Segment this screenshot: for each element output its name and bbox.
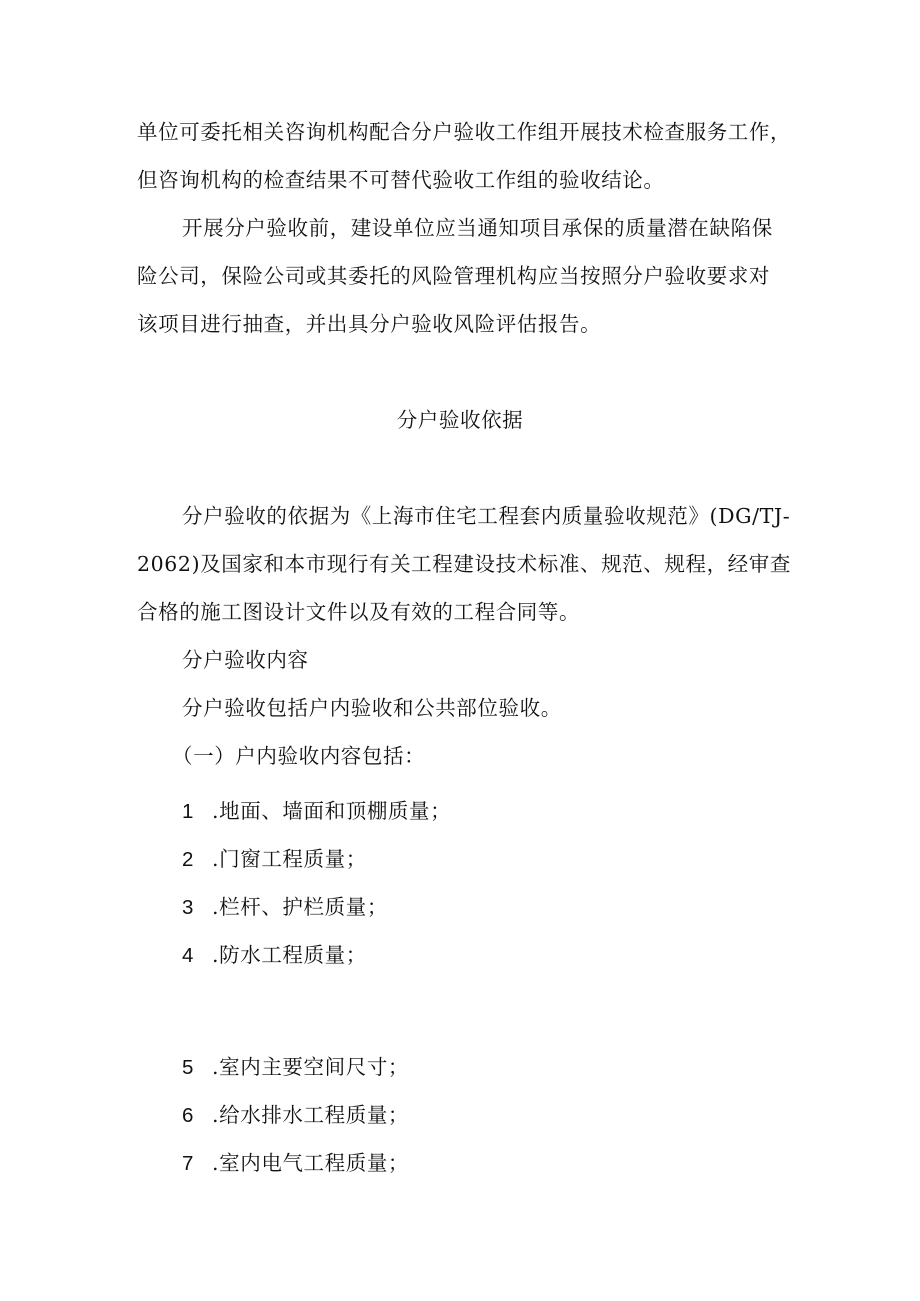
- list-item-number: 5: [182, 1056, 195, 1079]
- list-item-2: [182, 845, 367, 874]
- paragraph-3-line-2: 2062)及国家和本市现行有关工程建设技术标准、规范、规程，经审查: [137, 552, 791, 576]
- list-item-5: [182, 1053, 409, 1082]
- paragraph-2-line-3: 该项目进行抽查，并出具分户验收风险评估报告。: [137, 312, 602, 336]
- list-item-text: .栏杆、护栏质量；: [212, 895, 388, 919]
- list-item-text: .防水工程质量；: [212, 943, 367, 967]
- list-item-number: 2: [182, 848, 195, 871]
- list-item-text: .室内主要空间尺寸；: [212, 1055, 410, 1079]
- list-item-text: .给水排水工程质量；: [212, 1103, 410, 1127]
- list-item-7: [182, 1149, 409, 1178]
- paragraph-2-line-1: 开展分户验收前，建设单位应当通知项目承保的质量潜在缺陷保: [182, 216, 773, 240]
- list-item-number: 6: [182, 1104, 195, 1127]
- list-item-number: 1: [182, 800, 195, 823]
- subheading-content: 分户验收内容: [182, 648, 309, 672]
- list-item-1: [182, 797, 451, 826]
- paragraph-3-line-3: 合格的施工图设计文件以及有效的工程合同等。: [137, 600, 581, 624]
- paragraph-6: （一）户内验收内容包括：: [172, 744, 426, 768]
- list-item-3: [182, 893, 388, 922]
- list-item-text: .门窗工程质量；: [212, 847, 367, 871]
- paragraph-1-line-2: 但咨询机构的检查结果不可替代验收工作组的验收结论。: [137, 168, 665, 192]
- paragraph-5: 分户验收包括户内验收和公共部位验收。: [182, 696, 562, 720]
- list-item-number: 7: [182, 1152, 195, 1175]
- list-item-text: .室内电气工程质量；: [212, 1151, 410, 1175]
- section-heading: 分户验收依据: [396, 408, 524, 432]
- list-item-number: 4: [182, 944, 195, 967]
- list-item-text: .地面、墙面和顶棚质量；: [212, 799, 452, 823]
- paragraph-2-line-2: 险公司，保险公司或其委托的风险管理机构应当按照分户验收要求对: [137, 264, 770, 288]
- paragraph-1-line-1: 单位可委托相关咨询机构配合分户验收工作组开展技术检查服务工作，: [137, 120, 792, 144]
- list-item-6: [182, 1101, 409, 1130]
- paragraph-3-line-1: 分户验收的依据为《上海市住宅工程套内质量验收规范》(DG/TJ-: [182, 504, 791, 528]
- list-item-4: [182, 941, 367, 970]
- list-item-number: 3: [182, 896, 195, 919]
